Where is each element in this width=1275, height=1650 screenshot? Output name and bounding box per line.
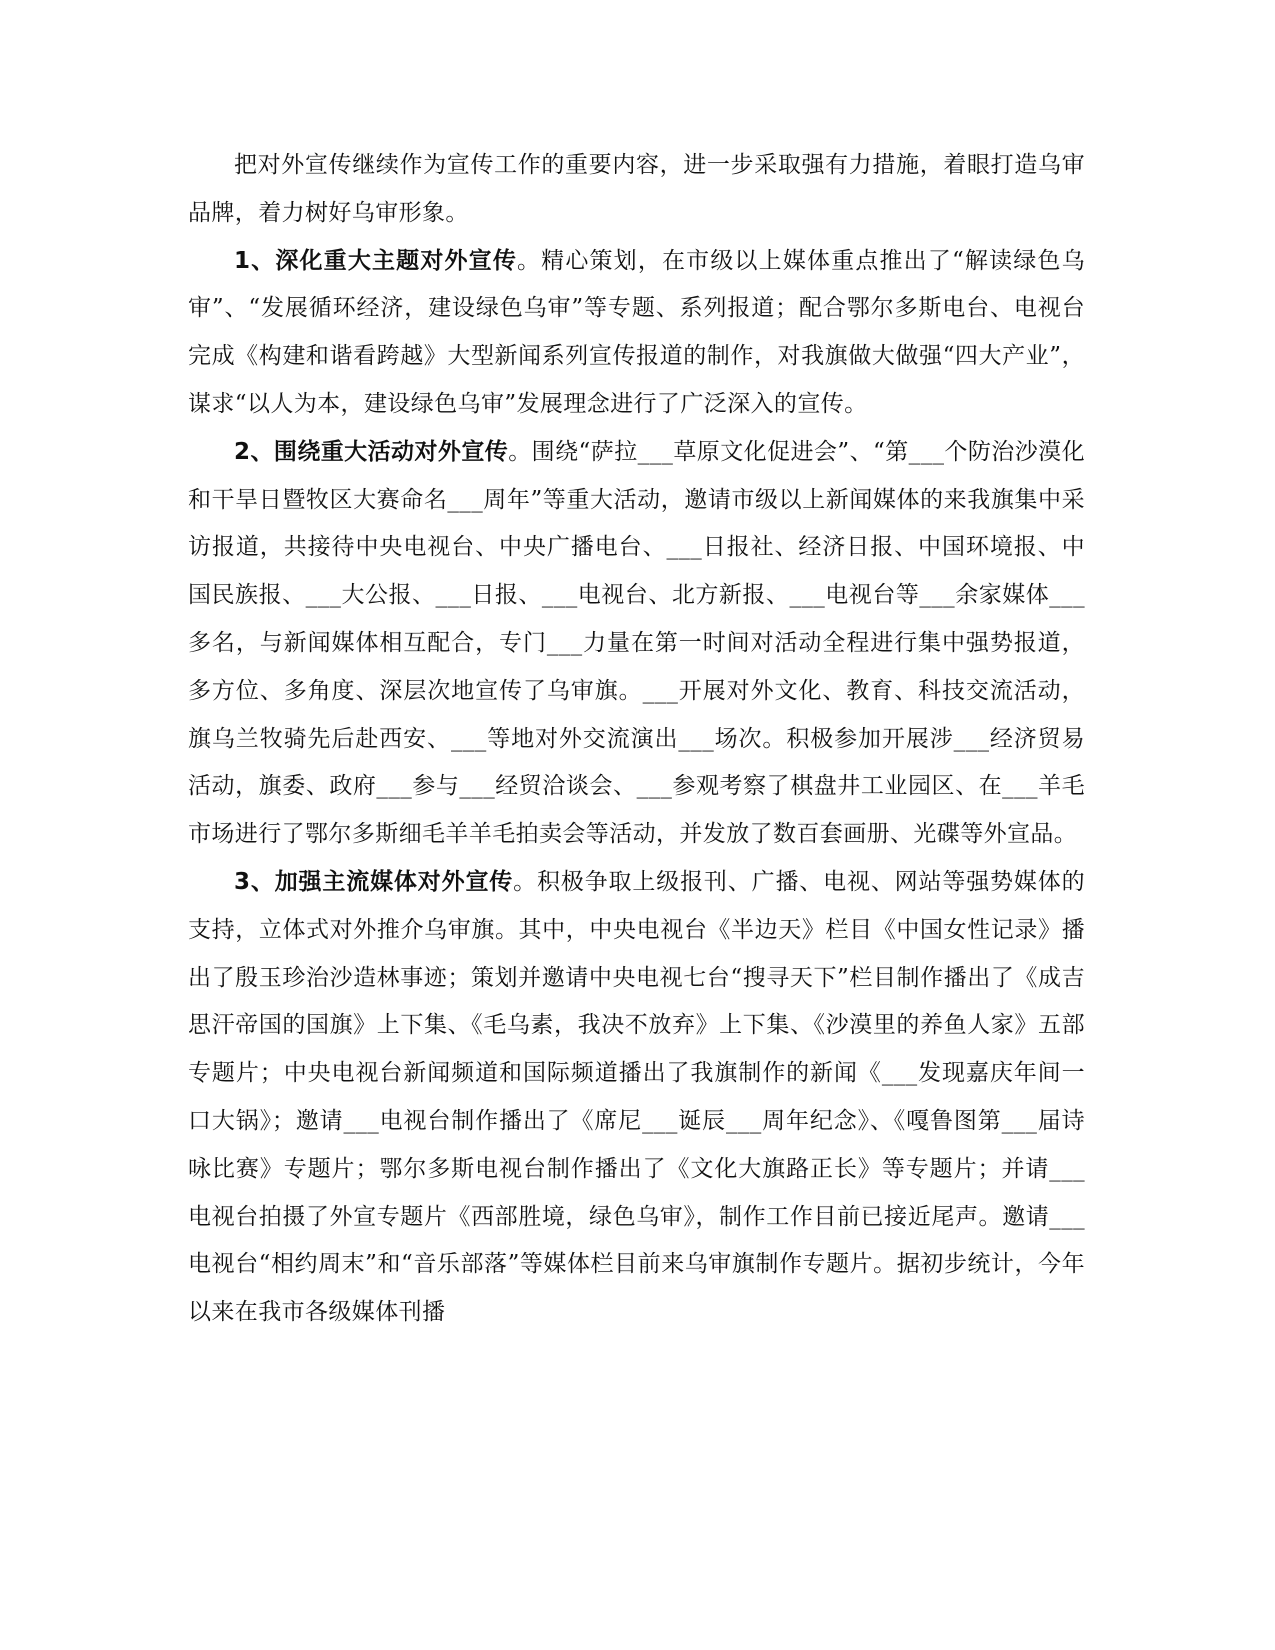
- paragraph-2: [188, 429, 1085, 859]
- paragraph-1-text: 。精心策划，在市级以上媒体重点推出了“解读绿色乌审”、“发展循环经济，建设绿色乌审”等专题、系列报道；配合鄂尔多斯电台、电视台完成《构建和谐看跨越》大型新闻系列宣传报道的制作，对我旗做大做强“四大产业”，谋求“以人为本，建设绿色乌审”发展理念进行了广泛深入的宣传。: [188, 247, 1086, 417]
- paragraph-intro: [188, 142, 1085, 238]
- paragraph-2-heading: 2、围绕重大活动对外宣传: [234, 438, 509, 465]
- paragraph-1: [188, 238, 1085, 429]
- paragraph-intro-text: 把对外宣传继续作为宣传工作的重要内容，进一步采取强有力措施，着眼打造乌审品牌，着力树好乌审形象。: [188, 152, 1085, 226]
- paragraph-1-heading: 1、深化重大主题对外宣传: [234, 247, 518, 274]
- paragraph-3: [188, 859, 1085, 1337]
- paragraph-2-text: 。围绕“萨拉___草原文化促进会”、“第___个防治沙漠化和干旱日暨牧区大赛命名___周年”等重大活动，邀请市级以上新闻媒体的来我旗集中采访报道，共接待中央电视台、中央广播电台、___日报社、经济日报、中国环境报、中国民族报、___大公报、___日报、___电视台、北方新报、___电视台等___余家媒体___多名，与新闻媒体相互配合，专门___力量在第一时间对活动全程进行集中强势报道，多方位、多角度、深层次地宣传了乌审旗。___开展对外文化、教育、科技交流活动，旗乌兰牧骑先后赴西安、___等地对外交流演出___场次。积极参加开展涉___经济贸易活动，旗委、政府___参与___经贸洽谈会、___参观考察了棋盘井工业园区、在___羊毛市场进行了鄂尔多斯细毛羊羊毛拍卖会等活动，并发放了数百套画册、光碟等外宣品。: [188, 438, 1085, 848]
- paragraph-3-text: 。积极争取上级报刊、广播、电视、网站等强势媒体的支持，立体式对外推介乌审旗。其中，中央电视台《半边天》栏目《中国女性记录》播出了殷玉珍治沙造林事迹；策划并邀请中央电视七台“搜寻天下”栏目制作播出了《成吉思汗帝国的国旗》上下集、《毛乌素，我决不放弃》上下集、《沙漠里的养鱼人家》五部专题片；中央电视台新闻频道和国际频道播出了我旗制作的新闻《___发现嘉庆年间一口大锅》；邀请___电视台制作播出了《席尼___诞辰___周年纪念》、《嘎鲁图第___届诗咏比赛》专题片；鄂尔多斯电视台制作播出了《文化大旗路正长》等专题片；并请___电视台拍摄了外宣专题片《西部胜境，绿色乌审》，制作工作目前已接近尾声。邀请___电视台“相约周末”和“音乐部落”等媒体栏目前来乌审旗制作专题片。据初步统计，今年以来在我市各级媒体刊播: [188, 868, 1085, 1326]
- document-body: [188, 142, 1085, 1337]
- paragraph-3-heading: 3、加强主流媒体对外宣传: [234, 868, 514, 895]
